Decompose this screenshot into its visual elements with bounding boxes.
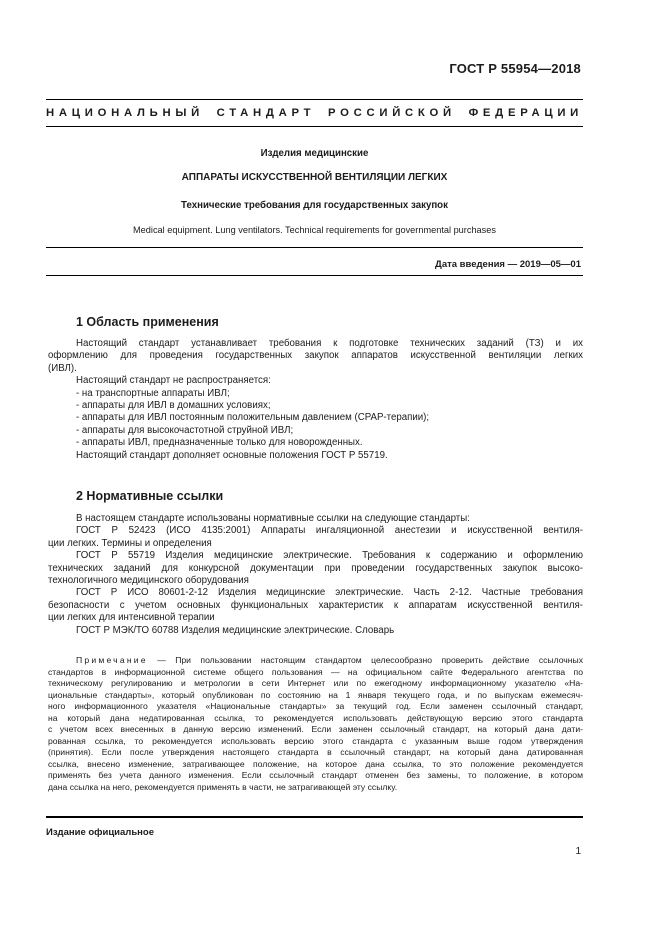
note-line: с учетом всех внесенных в данную версию изменений. Если заменен ссылочный стандарт, на который дана дати- [48,724,583,735]
section-1-line: Настоящий стандарт не распространяется: [76,375,271,387]
section-2-line: В настоящем стандарте использованы нормативные ссылки на следующие стандарты: [76,513,470,524]
section-1-list-item: - аппараты для высокочастотной струйной ИВЛ; [76,424,294,436]
section-1-heading: 1 Область применения [76,315,219,329]
date-divider [46,247,583,248]
section-2-line: ГОСТ Р ИСО 80601-2-12 Изделия медицинские электрические. Часть 2-12. Частные требования [76,587,583,599]
note-line: дана ссылка на него, рекомендуется применять в части, не затрагивающей эту ссылку. [48,782,398,793]
note-line: (принятия). Если после утверждения настоящего стандарта в ссылочный стандарт, на который дана датированная [48,747,583,758]
standard-title: НАЦИОНАЛЬНЫЙ СТАНДАРТ РОССИЙСКОЙ ФЕДЕРАЦИИ [46,107,583,119]
section-1-list-item: - аппараты для ИВЛ в домашних условиях; [76,400,271,412]
section-2-heading: 2 Нормативные ссылки [76,489,224,503]
date-bottom-divider [46,275,583,276]
section-2-line: ГОСТ Р МЭК/ТО 60788 Изделия медицинские электрические. Словарь [76,624,395,636]
subtitle: Технические требования для государственных закупок [181,200,448,211]
section-1-list-item: - аппараты для ИВЛ постоянным положительным давлением (CPAP-терапии); [76,412,430,424]
section-2-line: технологичного медицинского оборудования [48,575,249,587]
page-number: 1 [575,846,581,857]
english-title: Medical equipment. Lung ventilators. Technical requirements for governmental purchases [133,225,496,235]
note-first-line [76,655,583,667]
date-of-introduction: Дата введения — 2019—05—01 [435,259,581,270]
main-title: АППАРАТЫ ИСКУССТВЕННОЙ ВЕНТИЛЯЦИИ ЛЕГКИХ [181,172,448,183]
title-divider [46,126,583,127]
section-2-line: ции легких. Термины и определения [48,537,212,549]
footer-divider [46,816,583,818]
note-label: Примечание [76,655,148,665]
note-line: на который дана недатированная ссылка, то рекомендуется использовать действующую версию этого стандарта [48,712,583,723]
note-line: применять без учета данного изменения. Если ссылочный стандарт отменен без замены, то положение, в котором [48,770,583,781]
section-2-body [48,513,583,637]
note-block [48,655,583,794]
section-1-list-item: - на транспортные аппараты ИВЛ; [76,387,230,399]
section-1-list-item: - аппараты ИВЛ, предназначенные только для новорожденных. [76,437,363,449]
section-2-line: ГОСТ Р 55719 Изделия медицинские электрические. Требования к содержанию и оформлению [76,550,583,562]
section-1-line: оформлению для проведения государственных закупок аппаратов искусственной вентиляции легких [48,350,583,362]
section-2-line: ции легких для интенсивной терапии [48,612,215,624]
top-divider [46,99,583,100]
category-title: Изделия медицинские [260,148,369,159]
note-line: ссылка, внесено изменение, затрагивающее положение, на которое дана ссылка, то это положение рекомендуется [48,758,583,769]
section-2-line: ГОСТ Р 52423 (ИСО 4135:2001) Аппараты ингаляционной анестезии и искусственной вентиля- [76,525,583,537]
section-2-line: технических заданий для конкурсной документации при проведении государственных закупок высоко- [48,562,583,574]
note-line: циональные стандарты», который опубликован по состоянию на 1 января текущего года, и по выпускам ежемесяч- [48,689,583,700]
note-line: ного информационного указателя «Национальные стандарты» за текущий год. Если заменен ссылочный стандарт, [48,701,583,712]
document-id: ГОСТ Р 55954—2018 [449,61,581,76]
note-line: стандартов в информационной системе общего пользования — на официальном сайте Федерального агентства по [48,666,583,677]
section-1-line: Настоящий стандарт устанавливает требования к подготовке технических заданий (ТЗ) и их [76,338,583,349]
edition-label: Издание официальное [46,827,154,838]
note-first-line-text: — При пользовании настоящим стандартом целесообразно проверить действие ссылочных [147,655,583,665]
note-line: рованная ссылка, то рекомендуется использовать версию этого стандарта с указанным выше годом утверждения [48,735,583,746]
note-line: техническому регулированию и метрологии в сети Интернет или по ежегодному информационному указателю «На- [48,678,583,689]
section-2-line: безопасности с учетом основных функциональных характеристик к аппаратам искусственной вентиля- [48,599,583,611]
section-1-line: (ИВЛ). [48,362,77,374]
section-1-line: Настоящий стандарт дополняет основные положения ГОСТ Р 55719. [76,449,388,461]
section-1-body [48,338,583,462]
